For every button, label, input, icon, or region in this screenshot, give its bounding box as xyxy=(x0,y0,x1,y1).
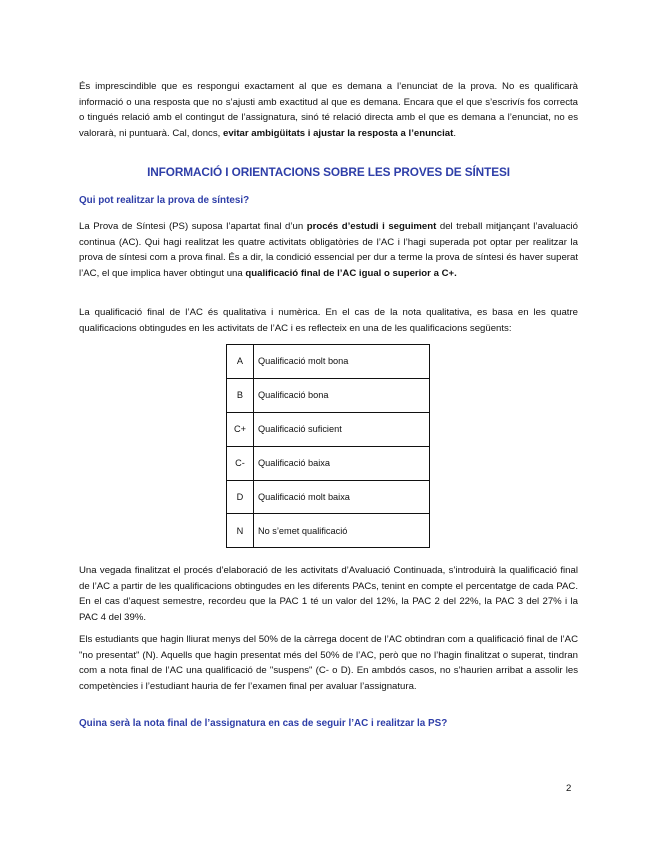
ps-text: La Prova de Síntesi (PS) suposa l’apartat final d’un xyxy=(79,221,307,232)
table-row xyxy=(227,446,430,480)
intro-text-end: . xyxy=(453,127,457,139)
table-row xyxy=(227,378,430,412)
grade-label: Qualificació baixa xyxy=(254,446,430,480)
ps-emphasis-process: procés d’estudi i seguiment xyxy=(306,221,437,232)
grade-label: Qualificació bona xyxy=(254,378,430,412)
table-row xyxy=(227,480,430,514)
intro-emphasis: evitar ambigüitats i ajustar la resposta a l’enunciat xyxy=(223,127,454,139)
subheading-final-grade: Quina serà la nota final de l’assignatura en cas de seguir l’AC i realitzar la PS? xyxy=(79,718,448,729)
grade-code: N xyxy=(227,514,254,548)
table-row xyxy=(227,345,430,379)
grade-code: A xyxy=(227,345,254,379)
table-row xyxy=(227,514,430,548)
grade-code: C+ xyxy=(227,412,254,446)
grade-code: C- xyxy=(227,446,254,480)
intro-text: És imprescindible que es respongui exactament al que es demana a l’enunciat de la prova. No es qualificarà informació o una resposta que no s’ajusti amb exactitud al que es demana. Encara que el que s’escrivís fos correcta o tingués relació amb el contingut de l’assignatura, sinó té relació directa amb el que es demana a l’enunciat, no es valorarà, ni puntuarà. Cal, doncs, xyxy=(79,81,578,139)
grade-label: No s’emet qualificació xyxy=(254,514,430,548)
ps-emphasis-grade: qualificació final de l’AC igual o superior a C+. xyxy=(245,267,457,279)
grade-label: Qualificació molt baixa xyxy=(254,480,430,514)
grade-label: Qualificació molt bona xyxy=(254,345,430,379)
pac-paragraph: Una vegada finalitzat el procés d’elaboració de les activitats d’Avaluació Continuada, s’introduirà la qualificació final de l’AC a partir de les qualificacions obtingudes en les diferents PACs, tenint en compte el percentatge de cada PAC. En el cas d’aquest semestre, recordeu que la PAC 1 té un valor del 12%, la PAC 2 del 22%, la PAC 3 del 27% i la PAC 4 del 39%. xyxy=(79,565,578,623)
grade-label: Qualificació suficient xyxy=(254,412,430,446)
table-row xyxy=(227,412,430,446)
grade-code: D xyxy=(227,480,254,514)
students-paragraph: Els estudiants que hagin lliurat menys del 50% de la càrrega docent de l’AC obtindran com a qualificació final de l’AC "no presentat" (N). Aquells que hagin presentat més del 50% de l’AC, però que no l’hagin finalitzat o superat, tindran com a nota final de l’AC una qualificació de "suspens" (C- o D). En ambdós casos, no s’haurien arribat a assolir les competències i l’estudiant hauria de fer l’examen final per avaluar l’assignatura. xyxy=(79,634,578,692)
ps-paragraph xyxy=(79,219,578,281)
qualification-paragraph: La qualificació final de l’AC és qualitativa i numèrica. En el cas de la nota qualitativa, es basa en les quatre qualificacions obtingudes en les activitats de l’AC i es reflecteix en una de les qualificacions següents: xyxy=(79,307,578,334)
intro-paragraph xyxy=(79,79,578,141)
ps-text-continued: del treball mitjançant l’avaluació continua (AC). Qui hagi realitzat les quatre activitats obligatòries de l’AC i l’hagi superada pot optar per realitzar la prova de síntesi com a prova final. És a dir, la condició essencial per dur a terme la prova de síntesi és haver superat l’AC, el que implica haver obtingut una xyxy=(79,221,578,279)
page-number: 2 xyxy=(566,783,572,794)
grade-code: B xyxy=(227,378,254,412)
section-title: INFORMACIÓ I ORIENTACIONS SOBRE LES PROVES DE SÍNTESI xyxy=(147,165,510,179)
subheading-who-can-take: Qui pot realitzar la prova de síntesi? xyxy=(79,195,250,206)
grades-table xyxy=(226,344,430,548)
